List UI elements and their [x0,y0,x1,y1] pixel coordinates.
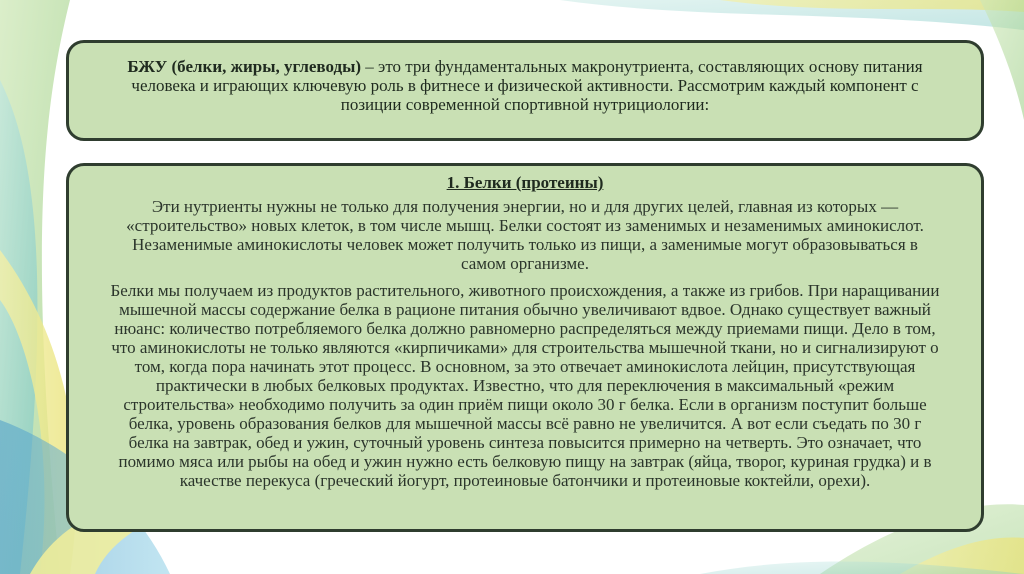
intro-term: БЖУ (белки, жиры, углеводы) [127,57,362,76]
intro-text [127,57,922,114]
intro-description: – это три фундаментальных макронутриента, составляющих основу питания человека и играющих ключевую роль в фитнесе и физической активности. Рассмотрим каждый компонент с позиции современной спортивной нутрициологии: [131,57,923,114]
paragraph-2: Белки мы получаем из продуктов растительного, животного происхождения, а также из грибов. При наращивании мышечной массы содержание белка в рационе питания обычно увеличивают вдвое. Однако существует важный нюанс: количество потребляемого белка должно равномерно распределяться между приемами пищи. Дело в том, что аминокислоты не только являются «кирпичиками» для строительства мышечной ткани, но и сигнализируют о том, когда пора начинать этот процесс. В основном, за это отвечает аминокислота лейцин, присутствующая практически в любых белковых продуктах. Известно, что для переключения в максимальный «режим строительства» необходимо получить за один приём пищи около 30 г белка. Если в организм поступит больше белка, уровень образования белков для мышечной массы всё равно не увеличится. А вот если съедать по 30 г белка на завтрак, обед и ужин, суточный уровень синтеза повысится примерно на четверть. Это означает, что помимо мяса или рыбы на обед и ужин нужно есть белковую пищу на завтрак (яйца, творог, куриная грудка) и в качестве перекуса (греческий йогурт, протеиновые батончики и протеиновые коктейли, орехи). [110,281,940,490]
paragraph-1: Эти нутриенты нужны не только для получения энергии, но и для других целей, главная из которых — «строительство» новых клеток, в том числе мышц. Белки состоят из заменимых и незаменимых аминокислот. Незаменимые аминокислоты человек может получить только из пищи, а заменимые могут образовываться в самом организме. [126,197,924,273]
proteins-panel [66,163,984,532]
intro-panel [66,40,984,141]
section-title: 1. Белки (протеины) [446,173,604,192]
